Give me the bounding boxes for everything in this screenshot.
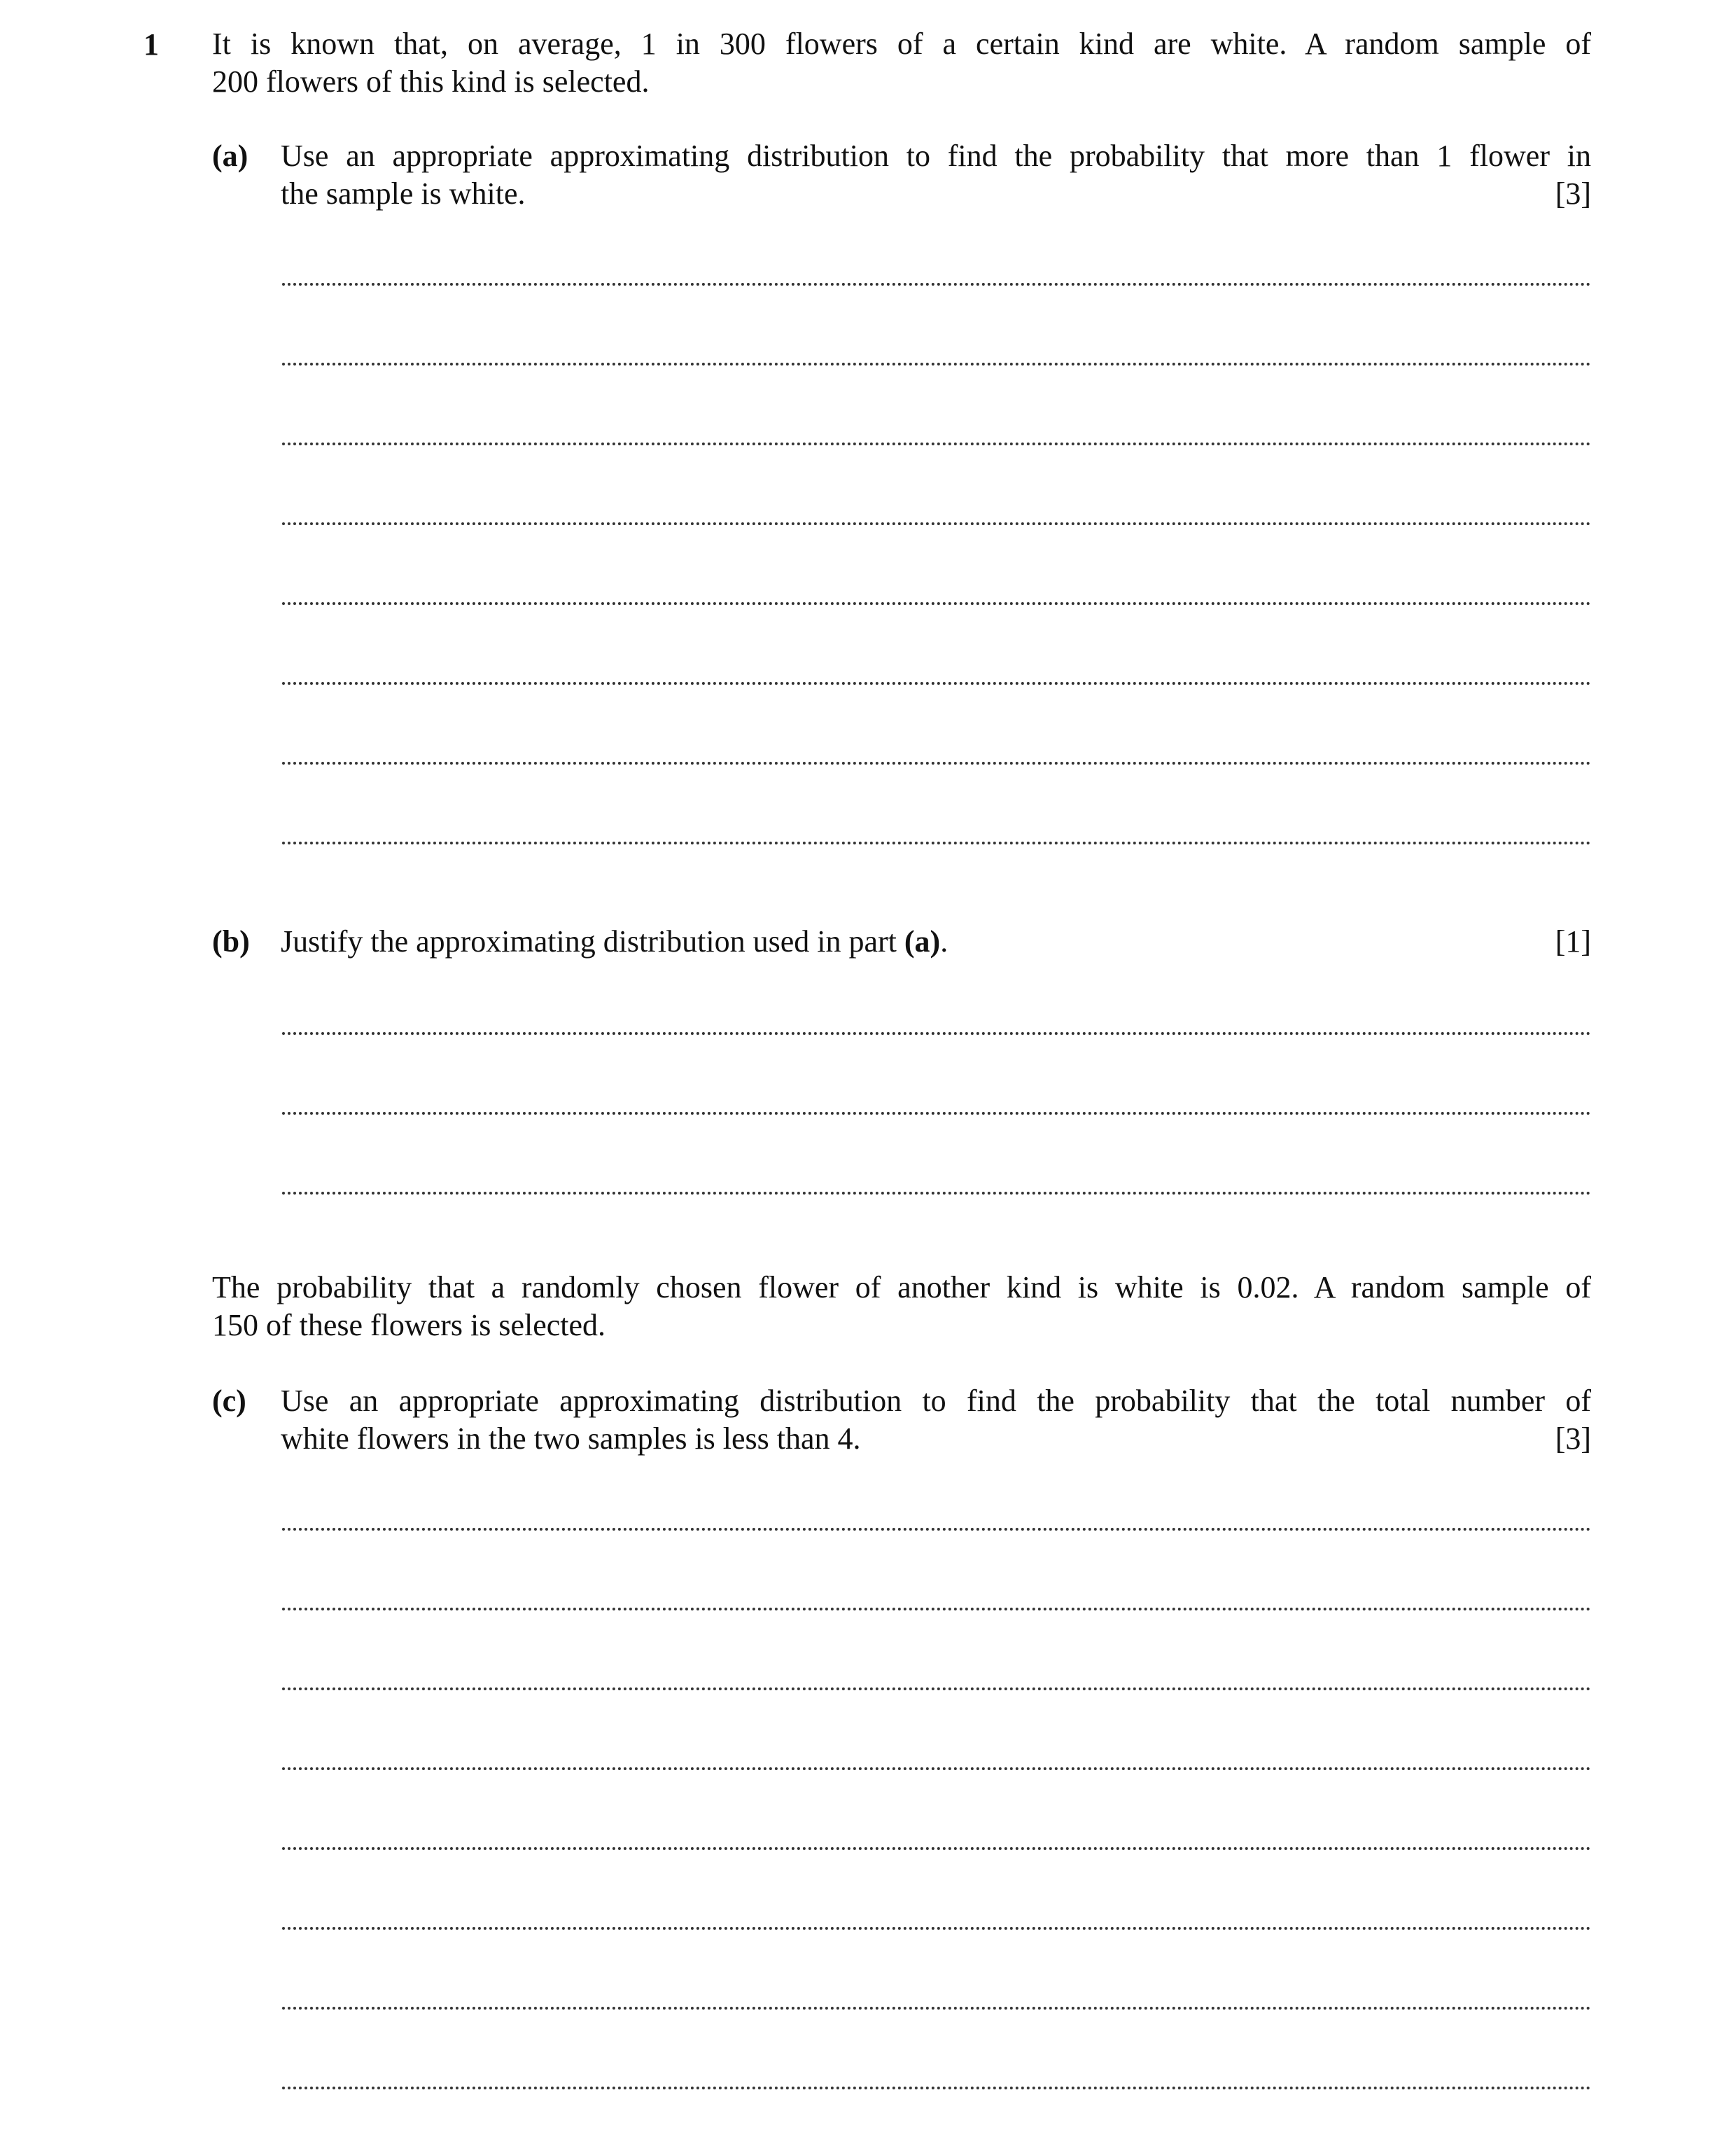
part-c-marks: [3] [1555,1421,1591,1456]
answer-line[interactable] [282,682,1591,685]
part-a-question [281,137,1591,213]
answer-line[interactable] [282,522,1591,525]
part-b-label: (b) [212,924,250,959]
part-c-line-1: Use an appropriate approximating distribution to find the probability that the total number of [281,1384,1591,1418]
answer-line[interactable] [282,1032,1591,1035]
part-a-marks: [3] [1555,176,1591,211]
question-stem [212,25,1591,101]
answer-line[interactable] [282,283,1591,286]
answer-line[interactable] [282,1767,1591,1770]
answer-line[interactable] [282,842,1591,844]
answer-line[interactable] [282,1687,1591,1690]
part-c-question [281,1382,1591,1458]
part-b-question [281,923,1591,961]
question-stem-line-2: 200 flowers of this kind is selected. [212,64,650,99]
answer-line[interactable] [282,363,1591,366]
part-b-text-end: . [940,924,948,959]
answer-line[interactable] [282,1192,1591,1195]
question-stem-line-1: It is known that, on average, 1 in 300 flowers of a certain kind are white. A random sample of [212,27,1591,61]
part-c-label: (c) [212,1384,246,1418]
answer-line[interactable] [282,602,1591,605]
part-b-text: Justify the approximating distribution used in part [281,924,904,959]
answer-line[interactable] [282,762,1591,765]
part-a-line-1: Use an appropriate approximating distribution to find the probability that more than 1 flower in [281,139,1591,173]
question-number: 1 [144,27,159,62]
part-b-reference: (a) [904,924,941,959]
answer-line[interactable] [282,1927,1591,1930]
answer-line[interactable] [282,1112,1591,1115]
answer-line[interactable] [282,2007,1591,2010]
answer-line[interactable] [282,1847,1591,1850]
answer-line[interactable] [282,1608,1591,1610]
second-stem-line-2: 150 of these flowers is selected. [212,1308,606,1342]
answer-line[interactable] [282,2087,1591,2089]
part-a-line-2: the sample is white. [281,176,526,211]
part-c-line-2: white flowers in the two samples is less than 4. [281,1421,861,1456]
part-b-marks: [1] [1555,924,1591,959]
answer-line[interactable] [282,1528,1591,1531]
answer-line[interactable] [282,443,1591,445]
second-stem [212,1269,1591,1344]
part-a-label: (a) [212,139,248,173]
second-stem-line-1: The probability that a randomly chosen flower of another kind is white is 0.02. A random sample of [212,1270,1591,1304]
